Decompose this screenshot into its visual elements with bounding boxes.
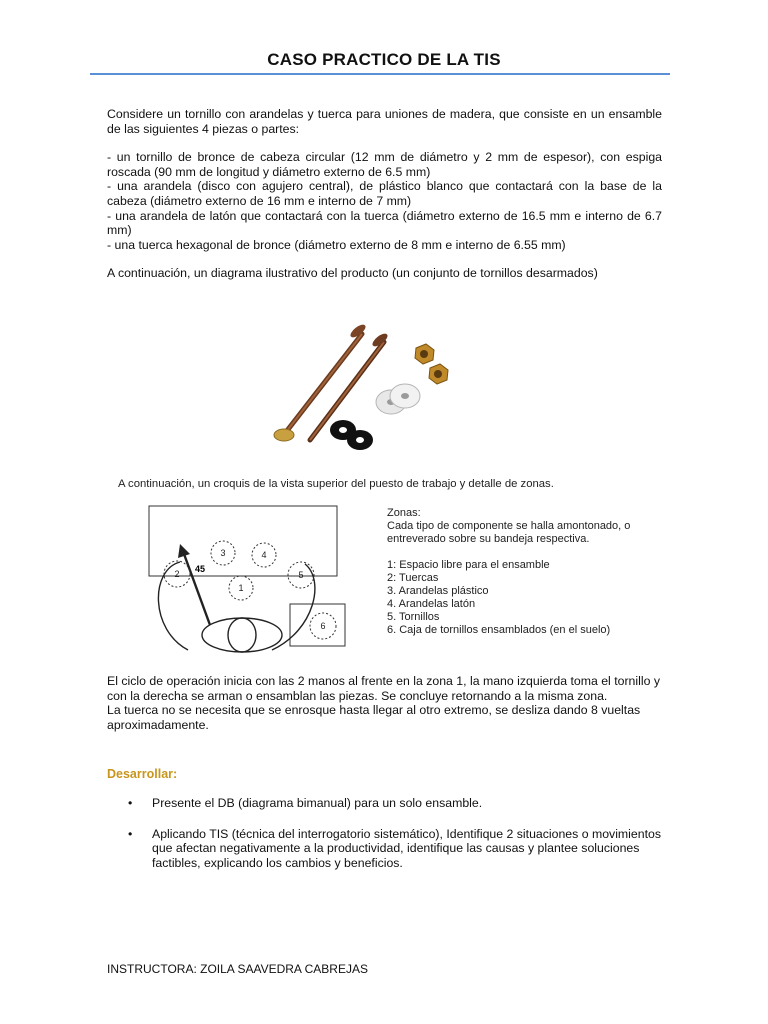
bullet-icon: • (128, 826, 133, 841)
zone-item: 5. Tornillos (387, 611, 440, 623)
operator-body (202, 618, 282, 652)
footer-instructor: INSTRUCTORA: ZOILA SAAVEDRA CABREJAS (107, 962, 368, 976)
zone-item: 2: Tuercas (387, 572, 439, 584)
develop-heading: Desarrollar: (107, 767, 178, 781)
zone-item: 3. Arandelas plástico (387, 585, 489, 597)
document-title: CASO PRACTICO DE LA TIS (267, 50, 501, 69)
zone-number: 3 (220, 548, 226, 558)
cycle-section (107, 674, 662, 732)
zone-item: 1: Espacio libre para el ensamble (387, 559, 550, 571)
screws-photo (258, 322, 468, 460)
zone-number: 5 (298, 570, 304, 580)
cycle-paragraph: La tuerca no se necesita que se enrosque hasta llegar al otro extremo, se desliza dando 8 vueltas aproximadamente. (107, 703, 641, 732)
zone-item: 4. Arandelas latón (387, 598, 476, 610)
task-text: Aplicando TIS (técnica del interrogatorio sistemático), Identifique 2 situaciones o movimientos que afectan negativamente a la productividad, identifique las causas y plantee soluciones factibles, explicando los cambios y beneficios. (152, 826, 661, 870)
part-item: - una arandela (disco con agujero central), de plástico blanco que contactará con la base de la cabeza (diámetro externo de 16 mm e interno de 7 mm) (107, 179, 662, 208)
croquis-caption: A continuación, un croquis de la vista superior del puesto de trabajo y detalle de zonas. (118, 478, 554, 490)
plastic-washer-icon (376, 384, 420, 414)
part-item: - un tornillo de bronce de cabeza circular (12 mm de diámetro y 2 mm de espesor), con espiga roscada (90 mm de longitud y diámetro externo de 6.5 mm) (107, 150, 662, 179)
nut-icon (415, 344, 434, 364)
zones-legend (387, 507, 647, 637)
zone-number: 4 (261, 550, 267, 560)
zone-item: 6. Caja de tornillos ensamblados (en el suelo) (387, 624, 611, 636)
black-washer-icon (330, 420, 373, 450)
cycle-paragraph: El ciclo de operación inicia con las 2 manos al frente en la zona 1, la mano izquierda toma el tornillo y con la derecha se arman o ensamblan las piezas. Se concluye retornando a la misma zona. (107, 674, 660, 703)
part-item: - una arandela de latón que contactará con la tuerca (diámetro externo de 16.5 mm e interno de 6.7 mm) (107, 208, 662, 238)
operator-head (228, 618, 256, 652)
part-item: - una tuerca hexagonal de bronce (diámetro externo de 8 mm e interno de 6.55 mm) (107, 237, 566, 252)
bullet-icon: • (128, 796, 133, 810)
zone-number: 1 (238, 583, 244, 593)
diagram-intro: A continuación, un diagrama ilustrativo del producto (un conjunto de tornillos desarmados) (107, 266, 598, 281)
nut-icon (429, 364, 448, 384)
work-table (149, 506, 337, 576)
intro-paragraph: Considere un tornillo con arandelas y tuerca para uniones de madera, que consiste en un ensamble de las siguientes 4 piezas o partes: (107, 107, 662, 136)
title-divider (90, 73, 670, 75)
list-item (128, 796, 663, 811)
zone-number: 2 (174, 569, 180, 579)
list-item (128, 827, 663, 871)
workstation-sketch (140, 500, 380, 660)
task-text: Presente el DB (diagrama bimanual) para un solo ensamble. (152, 796, 483, 810)
task-list (128, 796, 663, 886)
zone-6-box (290, 604, 345, 646)
intro-section (107, 107, 662, 281)
zone-number: 6 (320, 621, 326, 631)
zones-note: Cada tipo de componente se halla amontonado, o entreverado sobre su bandeja respectiva. (387, 520, 631, 545)
zones-heading: Zonas: (387, 507, 421, 519)
angle-label: 45 (195, 564, 206, 574)
